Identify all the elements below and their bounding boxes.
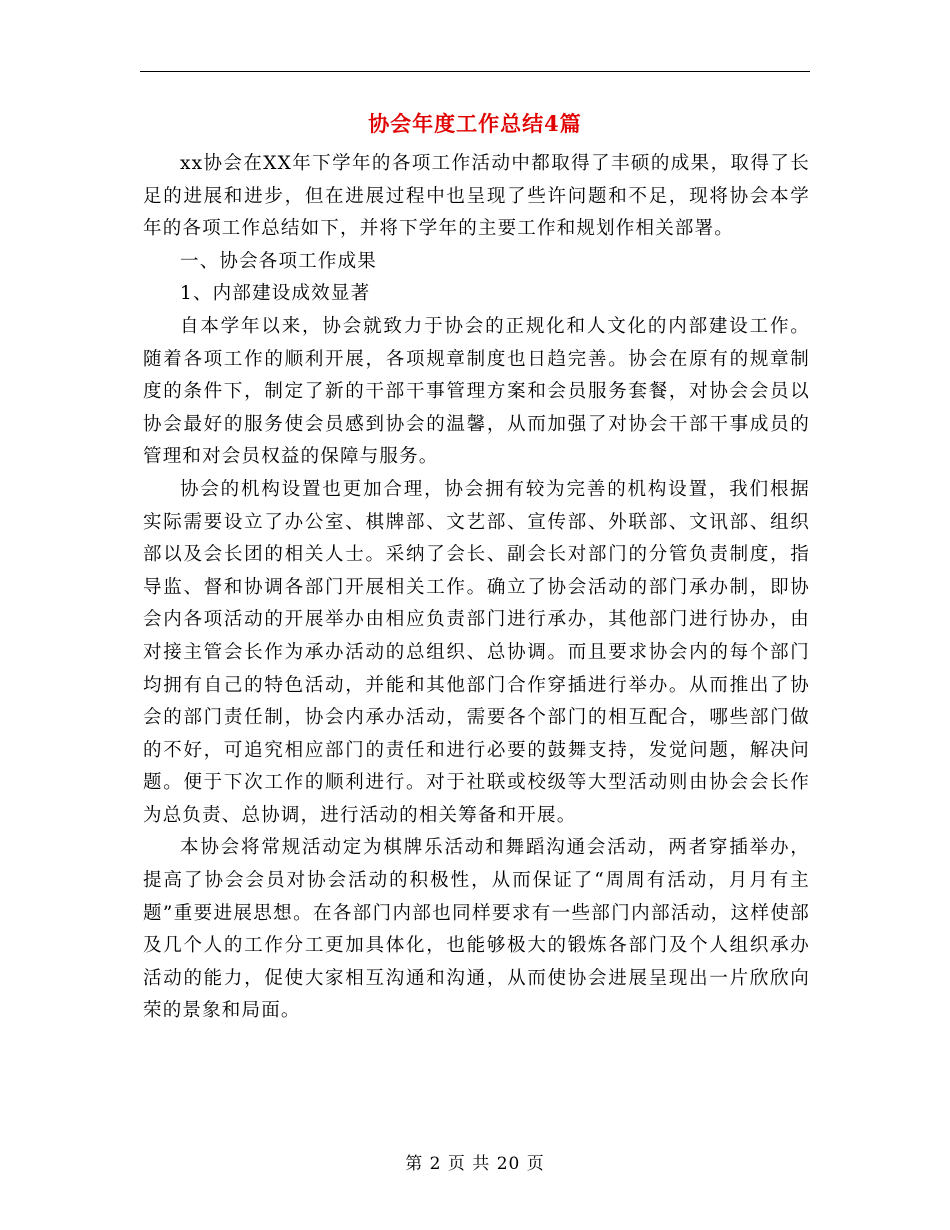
subsection-heading: 1、内部建设成效显著 bbox=[180, 283, 371, 305]
page-number: 第 2 页 共 20 页 bbox=[405, 1154, 545, 1174]
intro-paragraph: xx协会在XX年下学年的各项工作活动中都取得了丰硕的成果，取得了长足的进展和进步，但在进展过程中也呈现了些许问题和不足，现将协会本学年的各项工作总结如下，并将下学年的主要工作和规划作相关部署。 bbox=[143, 153, 810, 240]
body-paragraph: 自本学年以来，协会就致力于协会的正规化和人文化的内部建设工作。随着各项工作的顺利开展，各项规章制度也日趋完善。协会在原有的规章制度的条件下，制定了新的干部干事管理方案和会员服务套餐，对协会会员以协会最好的服务使会员感到协会的温馨，从而加强了对协会干部干事成员的管理和对会员权益的保障与服务。 bbox=[143, 315, 810, 468]
body-paragraph: 本协会将常规活动定为棋牌乐活动和舞蹈沟通会活动，两者穿插举办，提高了协会会员对协会活动的积极性，从而保证了“周周有活动，月月有主题”重要进展思想。在各部门内部也同样要求有一些部门内部活动，这样使部及几个人的工作分工更加具体化，也能够极大的锻炼各部门及个人组织承办活动的能力，促使大家相互沟通和沟通，从而使协会进展呈现出一片欣欣向荣的景象和局面。 bbox=[143, 837, 810, 1022]
body-paragraph: 协会的机构设置也更加合理，协会拥有较为完善的机构设置，我们根据实际需要设立了办公室、棋牌部、文艺部、宣传部、外联部、文讯部、组织部以及会长团的相关人士。采纳了会长、副会长对部门的分管负责制度，指导监、督和协调各部门开展相关工作。确立了协会活动的部门承办制，即协会内各项活动的开展举办由相应负责部门进行承办，其他部门进行协办，由对接主管会长作为承办活动的总组织、总协调。而且要求协会内的每个部门均拥有自己的特色活动，并能和其他部门合作穿插进行举办。从而推出了协会的部门责任制，协会内承办活动，需要各个部门的相互配合，哪些部门做的不好，可追究相应部门的责任和进行必要的鼓舞支持，发觉问题，解决问题。便于下次工作的顺利进行。对于社联或校级等大型活动则由协会会长作为总负责、总协调，进行活动的相关筹备和开展。 bbox=[143, 478, 810, 826]
header-rule bbox=[140, 71, 810, 72]
document-body bbox=[143, 148, 810, 1028]
document-title: 协会年度工作总结4篇 bbox=[368, 111, 582, 136]
section-heading: 一、协会各项工作成果 bbox=[180, 250, 378, 272]
